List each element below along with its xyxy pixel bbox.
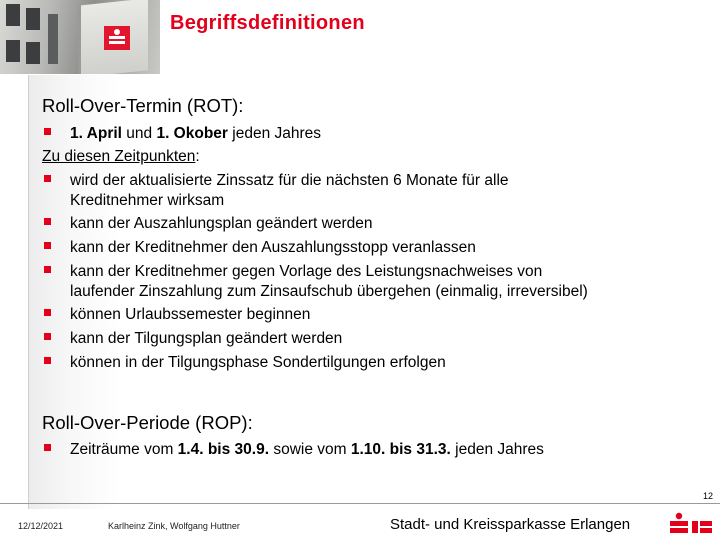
rop-heading: Roll-Over-Periode (ROP): (42, 412, 253, 433)
bullet-icon (44, 175, 52, 183)
footer-bank-name: Stadt- und Kreissparkasse Erlangen (390, 516, 631, 533)
footer-authors: Karlheinz Zink, Wolfgang Huttner (108, 521, 240, 531)
list-item: kann der Tilgungsplan geändert werden (70, 330, 343, 347)
bullet-icon (44, 266, 52, 274)
bullet-icon (44, 357, 52, 365)
rot-dates-line (70, 125, 321, 143)
bullet-icon (44, 309, 52, 317)
rop-middle: sowie vom (269, 441, 351, 458)
rop-suffix: jeden Jahres (450, 441, 544, 458)
footer-divider (0, 503, 720, 504)
bullet-icon (44, 218, 52, 226)
rot-heading: Roll-Over-Termin (ROT): (42, 95, 244, 116)
list-item: wird der aktualisierte Zinssatz für die nächsten 6 Monate für alle (70, 172, 509, 189)
bullet-icon (44, 444, 52, 452)
rot-date-connector: und (121, 125, 157, 142)
rot-date-october: 1. Okober (156, 125, 228, 142)
rot-subheading (42, 148, 200, 166)
list-item-continuation: Kreditnehmer wirksam (70, 192, 225, 209)
rot-subheading-colon: : (195, 148, 200, 165)
bullet-icon (44, 128, 52, 136)
rop-prefix: Zeiträume vom (70, 441, 178, 458)
header-photo (0, 0, 160, 74)
list-item-continuation: laufender Zinszahlung zum Zinsaufschub übergehen (einmalig, irreversibel) (70, 283, 588, 300)
rot-date-april: 1. April (70, 125, 122, 142)
list-item: kann der Auszahlungsplan geändert werden (70, 215, 373, 232)
rot-date-suffix: jeden Jahres (227, 125, 322, 142)
rop-range-2: 1.10. bis 31.3. (350, 441, 451, 458)
slide-number: 12 (702, 491, 713, 501)
list-item: können in der Tilgungsphase Sondertilgungen erfolgen (70, 354, 446, 371)
list-item: kann der Kreditnehmer gegen Vorlage des Leistungsnachweises von (70, 263, 543, 280)
rop-range-1: 1.4. bis 30.9. (177, 441, 270, 458)
page-title: Begriffsdefinitionen (170, 12, 365, 34)
bullet-icon (44, 333, 52, 341)
rot-subheading-text: Zu diesen Zeitpunkten (42, 148, 196, 165)
rop-line (70, 441, 544, 459)
footer-date: 12/12/2021 (18, 521, 64, 531)
list-item: können Urlaubssemester beginnen (70, 306, 311, 323)
bullet-icon (44, 242, 52, 250)
list-item: kann der Kreditnehmer den Auszahlungsstopp veranlassen (70, 239, 476, 256)
sparkasse-s-logo-icon (668, 512, 714, 536)
sparkasse-logo-on-building-icon (104, 26, 130, 50)
